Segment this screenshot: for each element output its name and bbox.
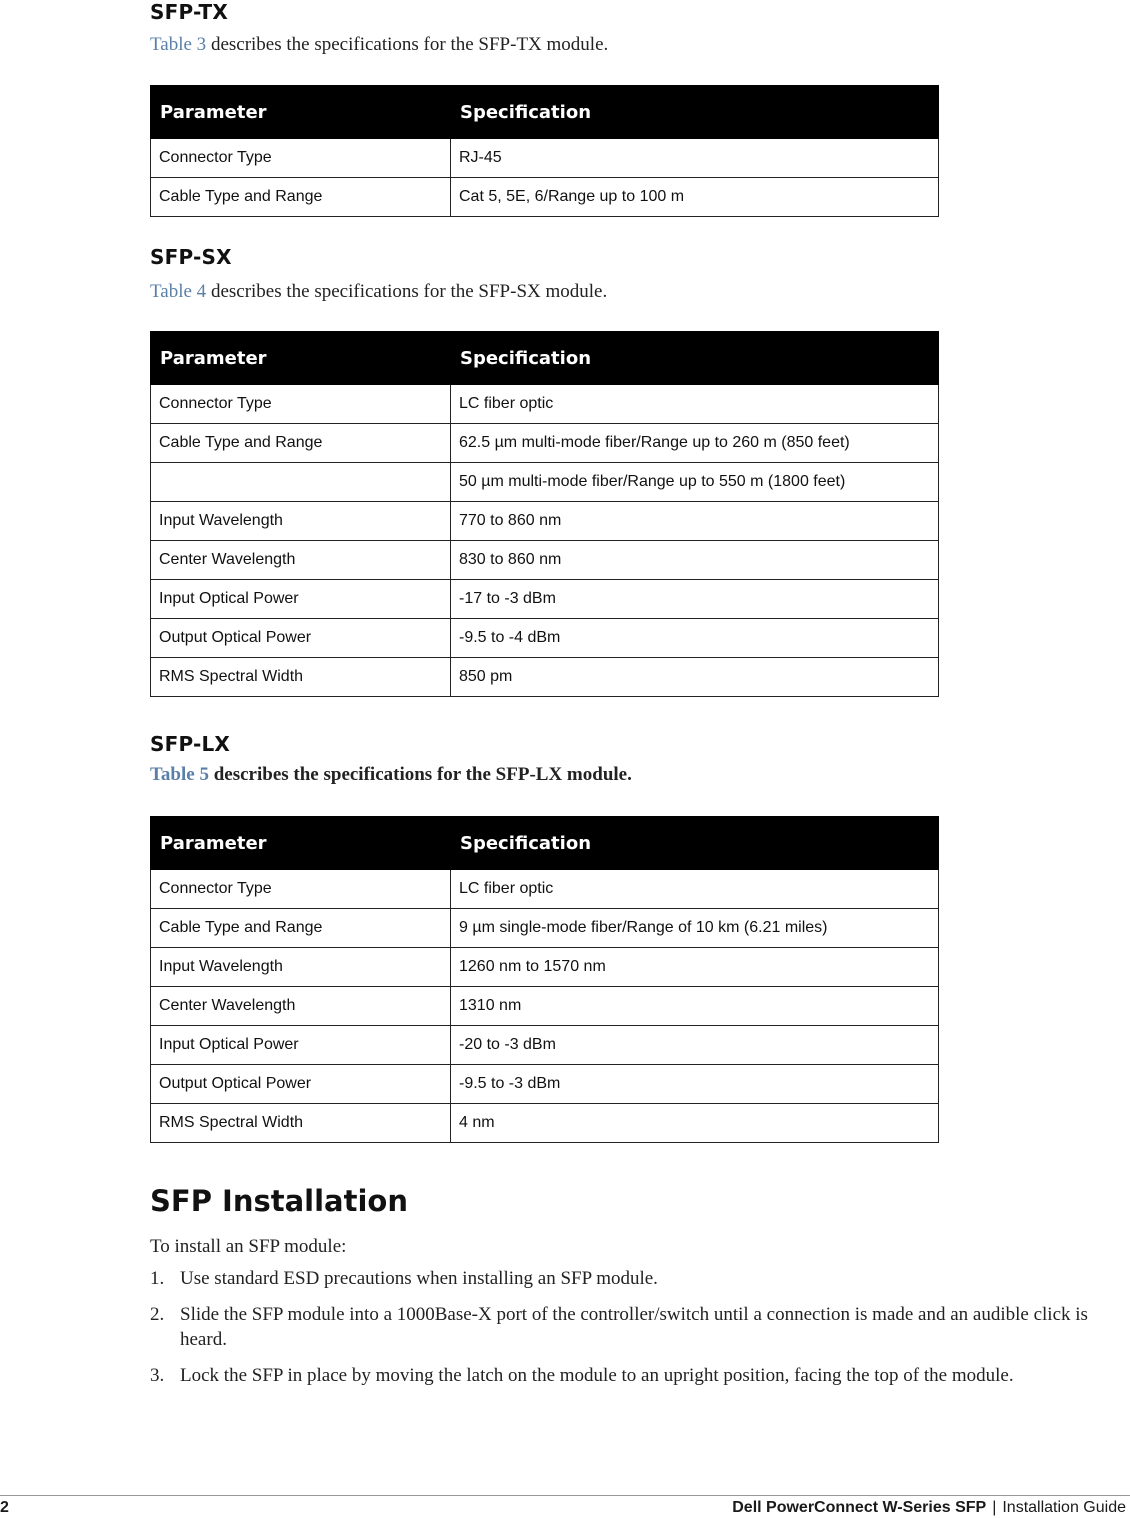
- parameter-cell: Center Wavelength: [151, 541, 451, 580]
- parameter-cell: Connector Type: [151, 139, 451, 178]
- table-row: [151, 619, 939, 658]
- intro-text: describes the specifications for the SFP-SX module.: [206, 281, 608, 302]
- table-row: [151, 987, 939, 1026]
- step-number: 3.: [150, 1365, 165, 1386]
- parameter-cell: Output Optical Power: [151, 619, 451, 658]
- column-header-parameter: Parameter: [151, 332, 451, 385]
- footer-page-number: 2: [0, 1499, 9, 1516]
- parameter-cell: RMS Spectral Width: [151, 1104, 451, 1143]
- table-row: [151, 580, 939, 619]
- sfp-tx-spec-table: [150, 85, 939, 217]
- step-text: Lock the SFP in place by moving the latch on the module to an upright position, facing the top of the module.: [180, 1365, 1014, 1386]
- parameter-cell: RMS Spectral Width: [151, 658, 451, 697]
- list-item: [150, 1302, 1125, 1352]
- table-row: [151, 948, 939, 987]
- footer-separator: |: [992, 1499, 997, 1516]
- parameter-cell: Connector Type: [151, 870, 451, 909]
- table-row: [151, 424, 939, 463]
- specification-cell: 850 pm: [451, 658, 939, 697]
- table-row: [151, 1065, 939, 1104]
- table-row: [151, 541, 939, 580]
- parameter-cell: Center Wavelength: [151, 987, 451, 1026]
- installation-steps: [150, 1266, 1125, 1399]
- parameter-cell: Input Wavelength: [151, 948, 451, 987]
- list-item: [150, 1266, 1125, 1291]
- column-header-specification: Specification: [451, 817, 939, 870]
- specification-cell: 62.5 µm multi-mode fiber/Range up to 260 m (850 feet): [451, 424, 939, 463]
- parameter-cell: Cable Type and Range: [151, 178, 451, 217]
- parameter-cell: Cable Type and Range: [151, 424, 451, 463]
- section-intro: [150, 764, 632, 786]
- column-header-parameter: Parameter: [151, 86, 451, 139]
- sfp-sx-spec-table: [150, 331, 939, 697]
- specification-cell: 9 µm single-mode fiber/Range of 10 km (6.21 miles): [451, 909, 939, 948]
- table-row: [151, 909, 939, 948]
- specification-cell: -20 to -3 dBm: [451, 1026, 939, 1065]
- section-intro: [150, 281, 607, 303]
- intro-text: describes the specifications for the SFP-TX module.: [206, 34, 609, 55]
- parameter-cell: Connector Type: [151, 385, 451, 424]
- specification-cell: -17 to -3 dBm: [451, 580, 939, 619]
- specification-cell: 4 nm: [451, 1104, 939, 1143]
- table-header-row: [151, 86, 939, 139]
- table-3-link[interactable]: Table 3: [150, 34, 207, 55]
- step-text: Slide the SFP module into a 1000Base-X port of the controller/switch until a connection is made and an audible click is heard.: [180, 1304, 1088, 1350]
- table-row: [151, 178, 939, 217]
- specification-cell: -9.5 to -4 dBm: [451, 619, 939, 658]
- specification-cell: LC fiber optic: [451, 870, 939, 909]
- step-number: 1.: [150, 1268, 165, 1289]
- footer-divider: [0, 1495, 1130, 1496]
- section-heading-sfp-installation: SFP Installation: [150, 1184, 408, 1218]
- list-item: [150, 1363, 1125, 1388]
- parameter-cell: Output Optical Power: [151, 1065, 451, 1104]
- table-row: [151, 385, 939, 424]
- intro-text: describes the specifications for the SFP-LX module.: [208, 764, 632, 785]
- specification-cell: 1310 nm: [451, 987, 939, 1026]
- table-row: [151, 463, 939, 502]
- specification-cell: -9.5 to -3 dBm: [451, 1065, 939, 1104]
- section-intro: [150, 34, 608, 56]
- column-header-specification: Specification: [451, 86, 939, 139]
- section-heading-sfp-tx: SFP-TX: [150, 0, 228, 24]
- installation-intro: To install an SFP module:: [150, 1236, 347, 1257]
- parameter-cell: Input Optical Power: [151, 580, 451, 619]
- table-row: [151, 870, 939, 909]
- specification-cell: 770 to 860 nm: [451, 502, 939, 541]
- specification-cell: 830 to 860 nm: [451, 541, 939, 580]
- table-4-link[interactable]: Table 4: [150, 281, 207, 302]
- specification-cell: Cat 5, 5E, 6/Range up to 100 m: [451, 178, 939, 217]
- specification-cell: LC fiber optic: [451, 385, 939, 424]
- table-row: [151, 1026, 939, 1065]
- table-row: [151, 502, 939, 541]
- table-row: [151, 1104, 939, 1143]
- specification-cell: 1260 nm to 1570 nm: [451, 948, 939, 987]
- table-row: [151, 658, 939, 697]
- column-header-specification: Specification: [451, 332, 939, 385]
- footer-doc-title: [732, 1499, 1126, 1517]
- table-5-link[interactable]: Table 5: [150, 764, 209, 785]
- table-row: [151, 139, 939, 178]
- footer-product-name: Dell PowerConnect W-Series SFP: [732, 1499, 987, 1516]
- parameter-cell: Input Wavelength: [151, 502, 451, 541]
- parameter-cell: [151, 463, 451, 502]
- table-header-row: [151, 817, 939, 870]
- section-heading-sfp-lx: SFP-LX: [150, 732, 231, 756]
- footer-doc-type: Installation Guide: [1002, 1499, 1126, 1516]
- step-text: Use standard ESD precautions when installing an SFP module.: [180, 1268, 658, 1289]
- section-heading-sfp-sx: SFP-SX: [150, 245, 232, 269]
- column-header-parameter: Parameter: [151, 817, 451, 870]
- step-number: 2.: [150, 1304, 165, 1325]
- specification-cell: 50 µm multi-mode fiber/Range up to 550 m (1800 feet): [451, 463, 939, 502]
- table-header-row: [151, 332, 939, 385]
- specification-cell: RJ-45: [451, 139, 939, 178]
- parameter-cell: Input Optical Power: [151, 1026, 451, 1065]
- sfp-lx-spec-table: [150, 816, 939, 1143]
- parameter-cell: Cable Type and Range: [151, 909, 451, 948]
